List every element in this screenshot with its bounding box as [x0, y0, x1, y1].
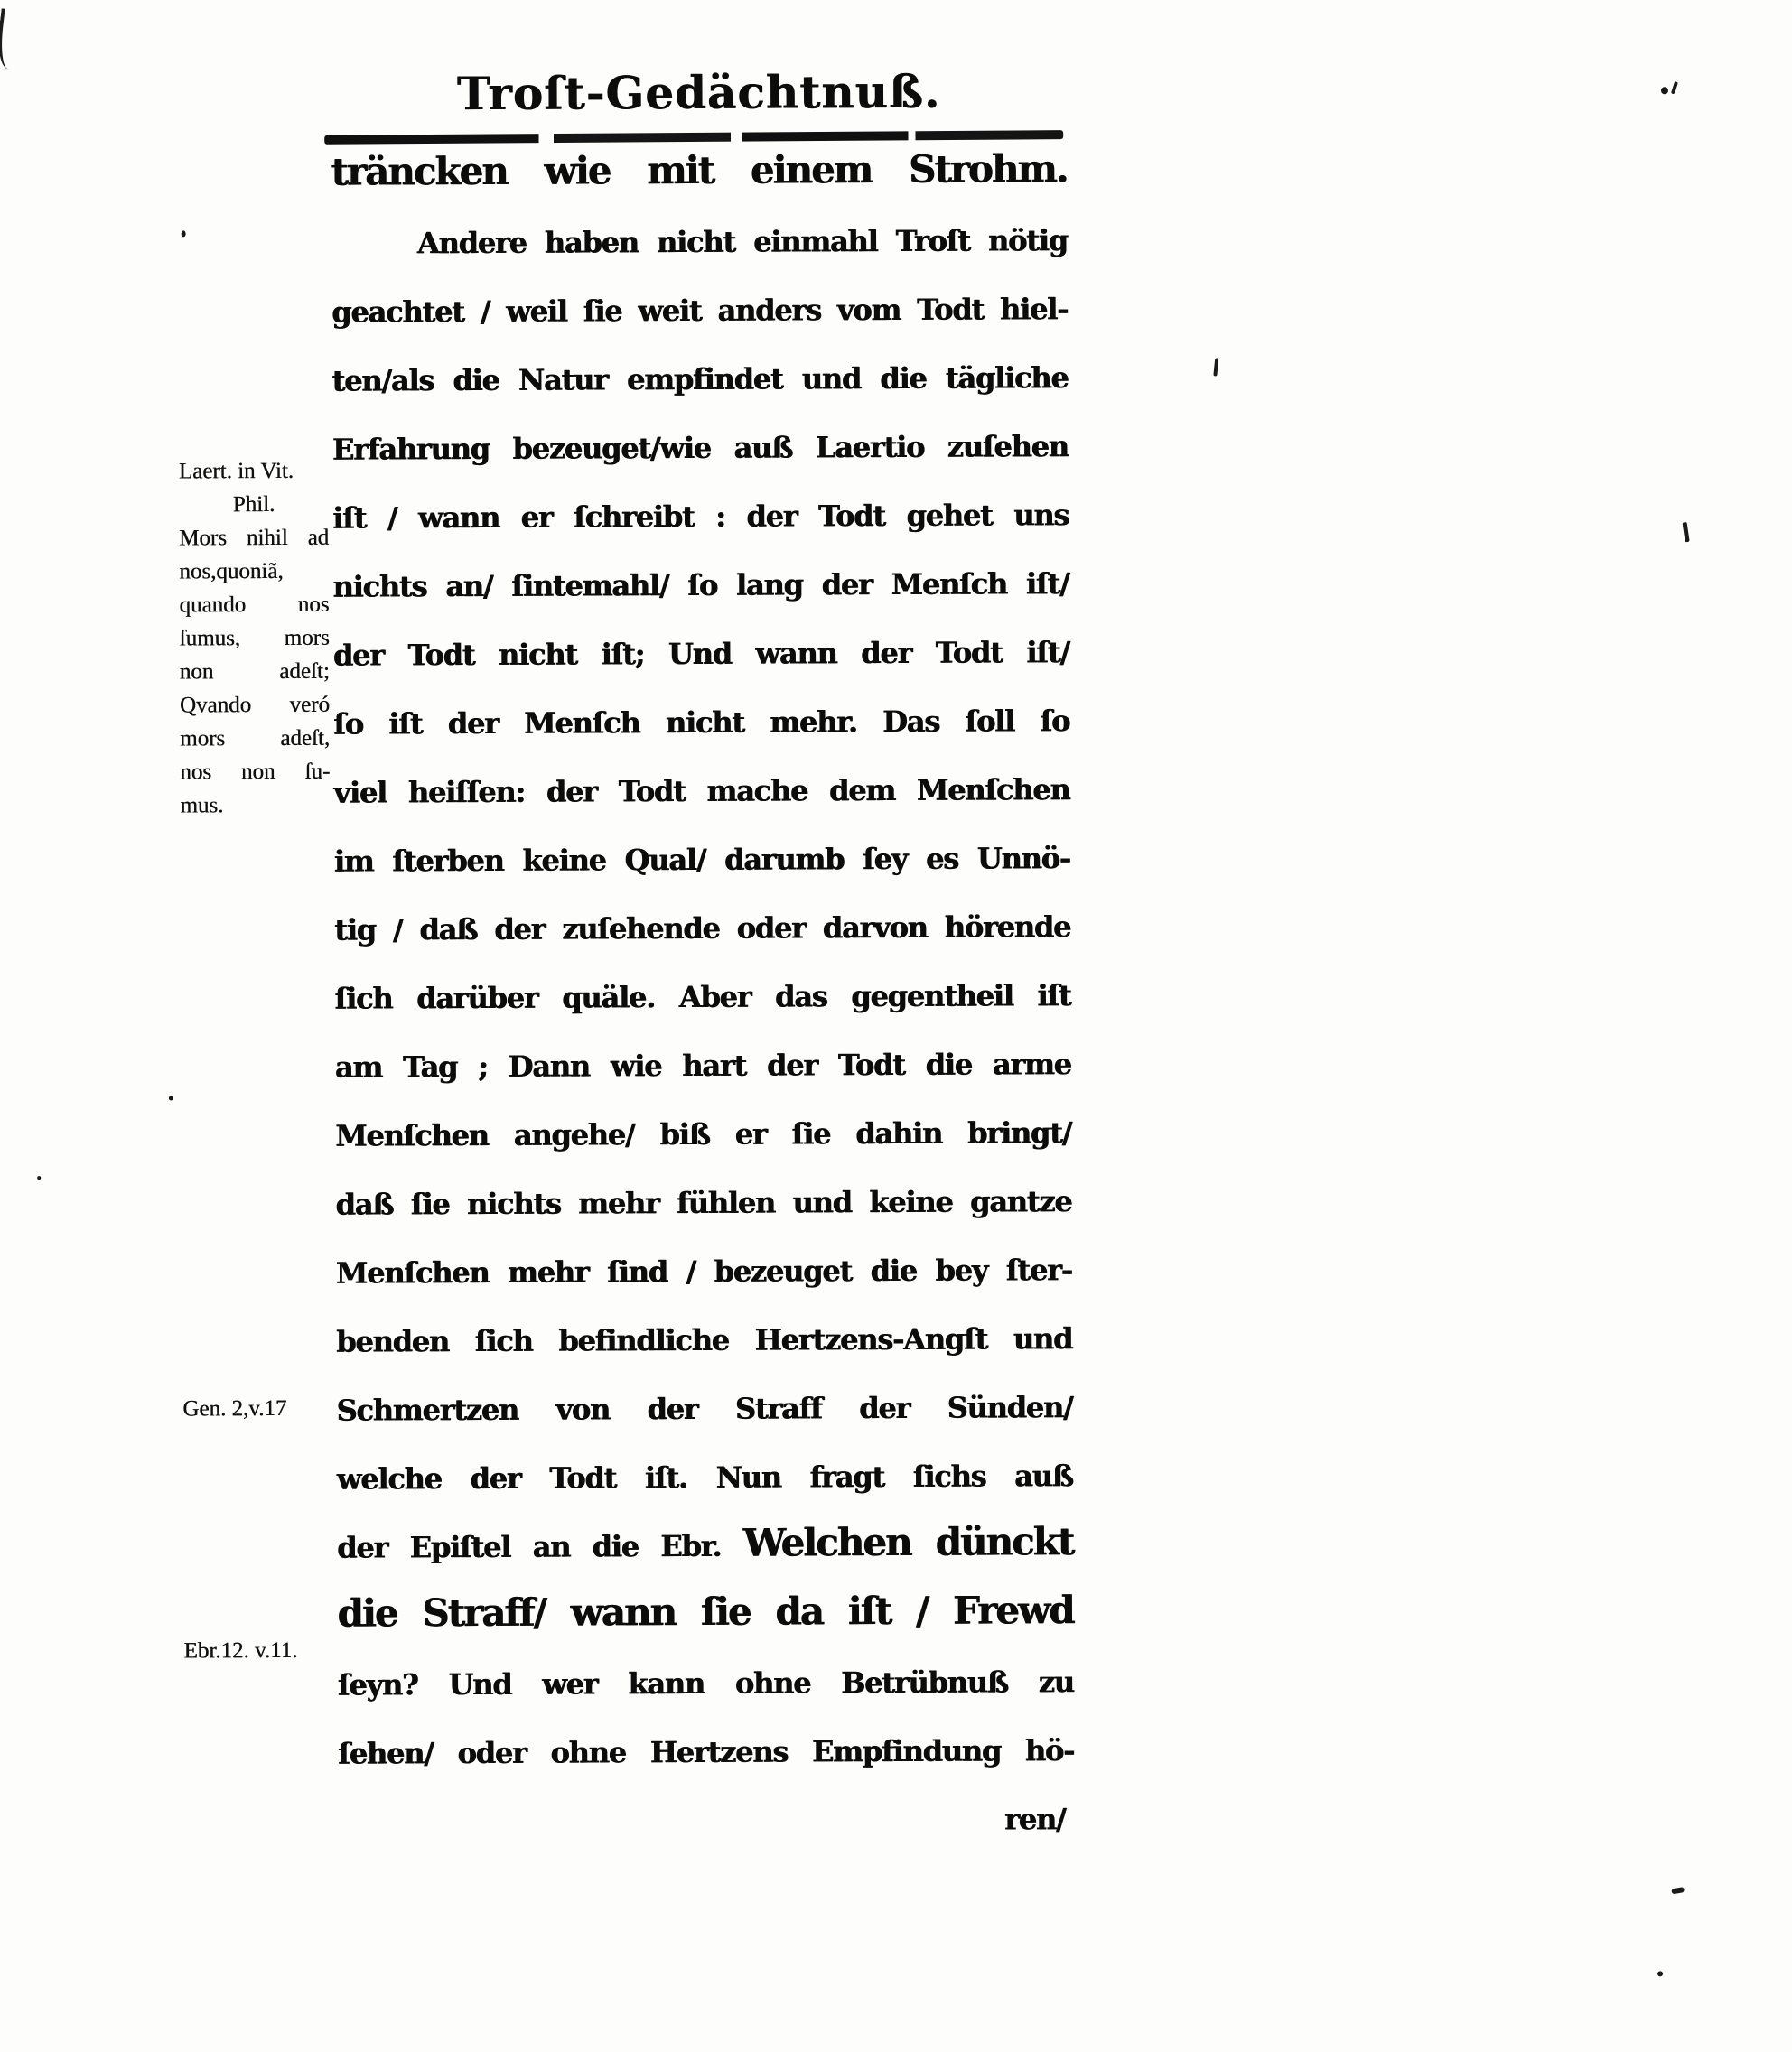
text-line: Andere haben nicht einmahl Troſt nötig	[416, 223, 1068, 261]
text-line: Schmertzen von der Straff der Sünden/	[336, 1390, 1073, 1428]
text-line: welche der Todt iſt. Nun fragt ſichs auß	[336, 1459, 1073, 1497]
ink-speck	[1683, 522, 1690, 542]
text-line: daß ſie nichts mehr fühlen und keine gantze	[335, 1184, 1072, 1222]
text-line: im ſterben keine Qual/ darumb ſey es Unnö-	[333, 841, 1070, 879]
ink-speck	[37, 1176, 41, 1180]
text-line: träncken wie mit einem Strohm.	[331, 146, 1068, 194]
text-line: geachtet / weil ſie weit anders vom Todt hiel-	[331, 292, 1069, 330]
text-line: die Straff/ wann ſie da iſt / Frewd	[337, 1588, 1074, 1636]
catchword: ren/	[1003, 1802, 1066, 1837]
text-line: ſehen/ oder ohne Hertzens Empfindung hö-	[337, 1733, 1075, 1771]
text-line: viel heiſſen: der Todt mache dem Menſchen	[333, 772, 1070, 810]
margin-note-line: nos,quoniã,	[179, 558, 284, 584]
text-line: der Todt nicht iſt; Und wann der Todt iſt/	[332, 635, 1069, 673]
text-line: ten/als die Natur empfindet und die tägliche	[331, 360, 1069, 398]
margin-note-genesis	[182, 1392, 332, 1426]
text-line: Erfahrung bezeuget/wie auß Laertio zuſehen	[331, 429, 1069, 467]
text-line: ſeyn? Und wer kann ohne Betrübnuß zu	[337, 1665, 1074, 1702]
margin-note-line: ſumus, mors	[179, 625, 330, 651]
text-line: benden ſich befindliche Hertzens-Angſt und	[335, 1321, 1073, 1359]
margin-note-line: Qvando veró	[179, 692, 330, 718]
ink-speck	[1213, 358, 1218, 376]
margin-note-line: Phil.	[232, 491, 275, 518]
margin-note-line: mus.	[180, 793, 224, 818]
text-line: Menſchen angehe/ biß er ſie dahin bringt/	[334, 1115, 1072, 1153]
text-block	[331, 135, 1074, 1854]
margin-note-hebrews	[183, 1634, 333, 1668]
text-line: der Epiſtel an die Ebr. Welchen dünckt	[336, 1519, 1074, 1565]
text-line: am Tag ; Dann wie hart der Todt die arme	[334, 1047, 1071, 1085]
margin-note-line: mors adeſt,	[180, 725, 331, 751]
running-title: Troſt-Gedächtnuß.	[456, 64, 941, 121]
margin-note-line: Laert. in Vit.	[178, 458, 294, 484]
margin-note-line: Gen. 2,v.17	[182, 1395, 287, 1422]
ink-speck	[182, 230, 186, 237]
ink-speck	[1671, 81, 1678, 95]
ink-speck	[1671, 1887, 1685, 1894]
ink-speck	[1657, 1971, 1663, 1976]
text-line: ſo iſt der Menſch nicht mehr. Das ſoll ſo	[332, 704, 1070, 742]
text-line: Menſchen mehr ſind / bezeuget die bey ſter-	[335, 1253, 1072, 1291]
ink-speck	[1661, 87, 1668, 94]
margin-note-line: Ebr.12. v.11.	[183, 1637, 298, 1664]
margin-note-line: quando nos	[179, 592, 330, 618]
text-line: tig / daß der zuſehende oder darvon hörende	[333, 909, 1071, 947]
text-line: nichts an/ ſintemahl/ ſo lang der Menſch iſt/	[332, 566, 1069, 604]
margin-note-line: Mors nihil ad	[179, 525, 330, 551]
ink-speck	[0, 8, 22, 70]
ink-speck	[169, 1096, 173, 1100]
text-line: iſt / wann er ſchreibt : der Todt gehet uns	[331, 498, 1069, 536]
margin-note-line: non adeſt;	[179, 658, 330, 685]
text-line: ſich darüber quäle. Aber das gegentheil iſt	[334, 978, 1071, 1016]
margin-note-line: nos non ſu-	[180, 759, 331, 785]
margin-note-laertius	[179, 454, 331, 823]
